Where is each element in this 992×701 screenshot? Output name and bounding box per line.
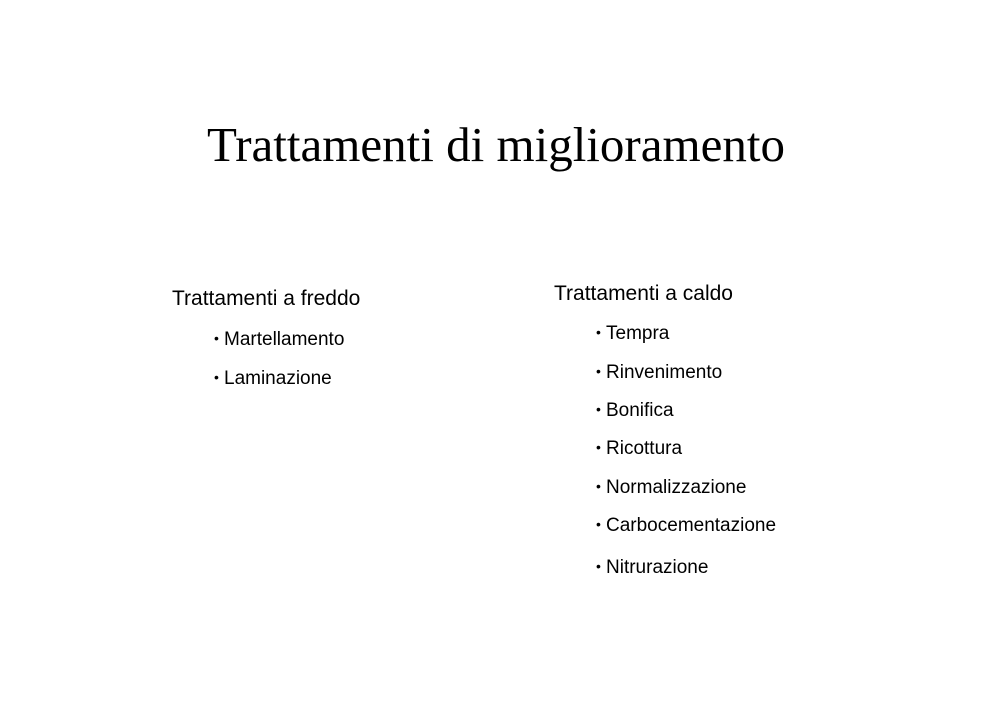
bullet-icon: • (596, 439, 601, 455)
list-item (596, 513, 776, 537)
list-item-label: Laminazione (224, 368, 332, 389)
bullet-icon: • (596, 363, 601, 379)
bullet-icon: • (596, 324, 601, 340)
list-item-label: Rinvenimento (606, 362, 723, 383)
column-cold-treatments (172, 287, 361, 389)
column-heading: Trattamenti a caldo (554, 282, 733, 305)
list-item (596, 475, 746, 499)
list-item-label: Normalizzazione (606, 477, 747, 498)
list-item (214, 366, 332, 390)
list-item (596, 360, 722, 384)
list-item-label: Martellamento (224, 329, 345, 350)
bullet-icon: • (596, 401, 601, 417)
list-item (596, 321, 669, 345)
list-item-label: Nitrurazione (606, 557, 709, 578)
list-item (596, 436, 682, 460)
column-hot-treatments (554, 282, 777, 578)
slide-title: Trattamenti di miglioramento (207, 117, 785, 172)
bullet-icon: • (596, 478, 601, 494)
bullet-icon: • (596, 516, 601, 532)
bullet-icon: • (214, 369, 219, 385)
bullet-icon: • (596, 558, 601, 574)
list-item-label: Tempra (606, 323, 670, 344)
list-item-label: Ricottura (606, 438, 683, 459)
list-item-label: Carbocementazione (606, 515, 777, 536)
list-item (214, 327, 344, 351)
list-item-label: Bonifica (606, 400, 674, 421)
column-heading: Trattamenti a freddo (172, 287, 361, 310)
bullet-icon: • (214, 330, 219, 346)
list-item (596, 398, 674, 422)
list-item (596, 555, 708, 579)
